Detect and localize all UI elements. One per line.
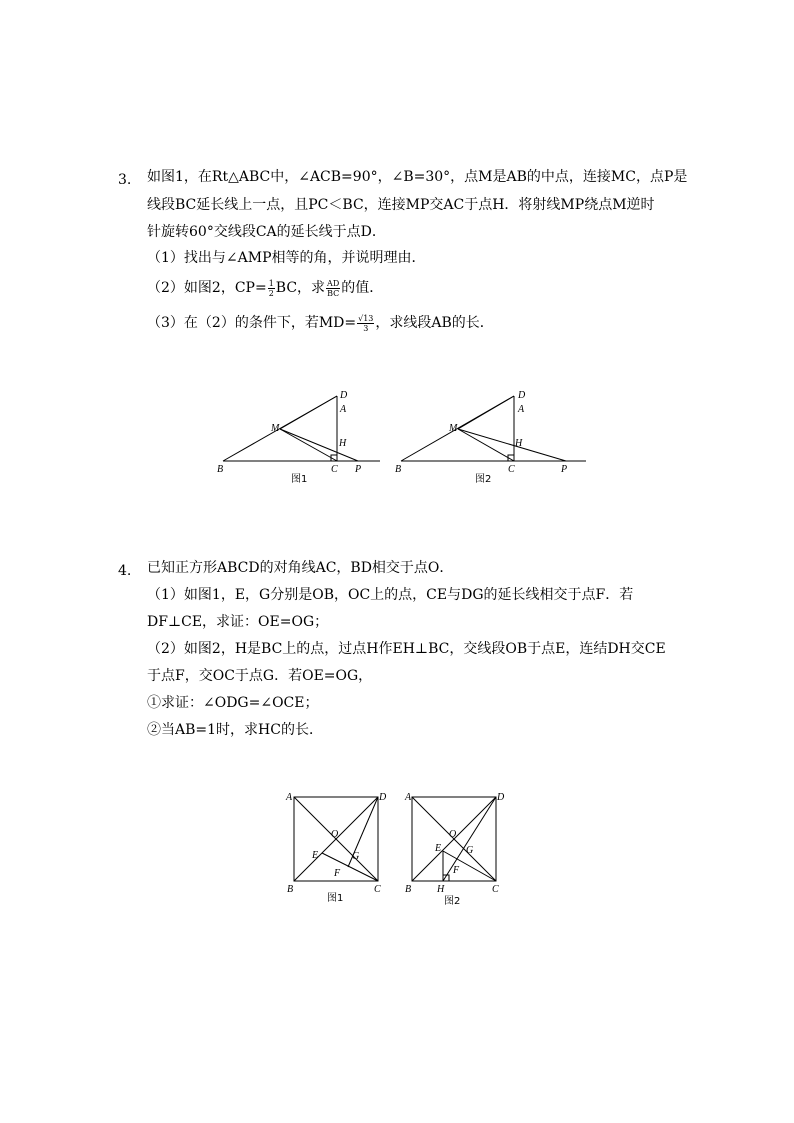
q3-figure2 [401,396,586,461]
q4-line4: （2）如图2，H是BC上的点，过点H作EH⊥BC，交线段OB于点E，连结DH交CE [147,641,666,657]
q4-line6: ①求证：∠ODG=∠OCE； [147,695,319,711]
fig1-label-m: M [271,423,280,434]
q3-line1: 如图1，在Rt△ABC中，∠ACB=90°，∠B=30°，点M是AB的中点，连接MC，点P是 [147,169,688,185]
fig2-line-md [458,396,514,429]
q4-fig2-label-e: E [435,843,442,854]
fig1-label-a: A [340,404,347,415]
fig2-caption: 图2 [475,474,492,485]
q3-sub2-mid: BC，求 [275,280,326,296]
fig1-line-mc [280,429,337,461]
fig2-label-p: P [561,464,568,475]
fig1-label-c: C [331,464,338,475]
fig2-label-m: M [449,423,458,434]
q4-fig1-label-c: C [374,884,381,895]
q4-fig1-label-d: D [379,792,387,803]
q4-fig1-label-a: A [286,792,293,803]
fig2-label-a: A [518,404,525,415]
q3-sub3-pre: （3）在（2）的条件下，若MD= [147,315,357,331]
q4-figures [0,780,794,920]
q4-fig2-label-d: D [497,792,505,803]
fig1-line-md [280,396,337,429]
fig1-label-b: B [217,464,224,475]
fig1-caption: 图1 [291,474,308,485]
q4-line2: （1）如图1，E，G分别是OB，OC上的点，CE与DG的延长线相交于点F．若 [147,587,634,603]
q4-fig1-caption: 图1 [327,893,344,904]
q4-fig1-label-f: F [334,868,341,879]
q4-line5: 于点F，交OC于点G．若OE=OG， [147,668,373,684]
fig2-label-d: D [518,390,526,401]
fig2-label-b: B [395,464,402,475]
fig2-line-mc [458,429,514,461]
frac-num: √13 [358,313,374,323]
frac-den: 2 [268,288,274,298]
q3-number: 3. [118,172,132,188]
fig1-label-h: H [339,438,347,449]
frac-num: AD [327,278,340,288]
q3-line3: 针旋转60°交线段CA的延长线于点D． [147,224,386,240]
q4-fig2-label-h: H [437,884,445,895]
q4-fig2-label-a: A [405,792,412,803]
q4-fig1-label-e: E [312,850,319,861]
q3-figures [0,0,794,500]
frac-den: 3 [363,323,369,333]
q4-line3: DF⊥CE，求证：OE=OG； [147,614,329,630]
fig1-line-mp [280,429,358,461]
fig1-label-p: P [355,464,362,475]
fig1-label-d: D [340,390,348,401]
q4-fig2-label-b: B [405,884,412,895]
q4-fig2-label-o: O [449,829,457,840]
q3-sub3-post: ，求线段AB的长． [375,315,494,331]
fig2-label-c: C [508,464,515,475]
q4-fig2-caption: 图2 [444,896,461,907]
q3-line2: 线段BC延长线上一点，且PC＜BC，连接MP交AC于点H．将射线MP绕点M逆时 [147,197,655,213]
q4-fig1-label-o: O [331,829,339,840]
q3-sub2-post: 的值． [341,280,384,296]
q4-fig2-label-f: F [453,865,460,876]
q4-fig1-label-g: G [352,851,360,862]
q4-fig2-label-c: C [492,884,499,895]
q3-sub2-pre: （2）如图2，CP= [147,280,267,296]
q4-number: 4. [118,563,132,579]
q4-line1: 已知正方形ABCD的对角线AC，BD相交于点O． [147,560,454,576]
fig1-line-ce [322,853,378,881]
fig2-line-mp [458,429,566,461]
frac-num: 1 [268,278,274,288]
q4-fig2-label-g: G [466,845,474,856]
q4-line7: ②当AB=1时，求HC的长． [147,722,323,738]
q4-fig1-label-b: B [287,884,294,895]
q3-sub1: （1）找出与∠AMP相等的角，并说明理由． [147,250,426,266]
q3-figure1 [223,396,380,461]
frac-den: BC [327,288,340,298]
fig2-label-h: H [515,438,523,449]
